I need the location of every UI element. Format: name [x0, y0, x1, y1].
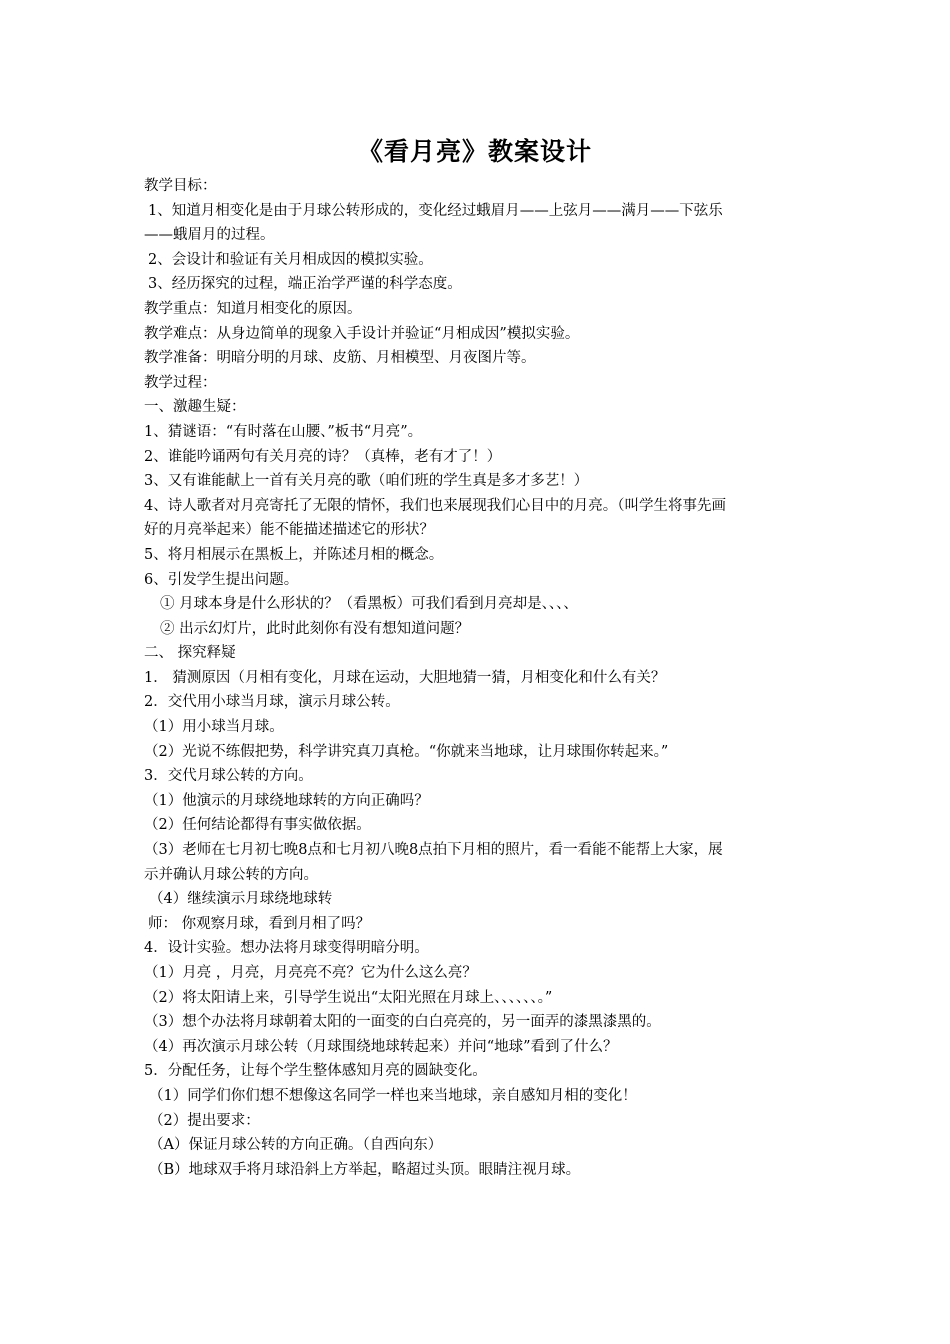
text-line: 3、经历探究的过程，端正治学严谨的科学态度。	[148, 276, 462, 293]
text-line: 3．交代月球公转的方向。	[144, 768, 313, 785]
document-body	[144, 174, 814, 1182]
text-line: ① 月球本身是什么形状的？（看黑板）可我们看到月亮却是、、、、	[160, 596, 578, 613]
text-line: 教学过程：	[144, 374, 217, 391]
text-line: 师： 你观察月球，看到月相了吗？	[148, 915, 371, 932]
text-line: （2）将太阳请上来，引导学生说出“太阳光照在月球上、、、、、、。”	[144, 989, 553, 1006]
text-line: （1）用小球当月球。	[144, 719, 284, 736]
text-line: 一、激趣生疑：	[144, 399, 246, 416]
text-line: 好的月亮举起来）能不能描述描述它的形状？	[144, 522, 434, 539]
text-line: （4）继续演示月球绕地球转	[149, 891, 333, 908]
text-line: （A）保证月球公转的方向正确。（自西向东）	[149, 1137, 443, 1154]
text-line: （4）再次演示月球公转（月球围绕地球转起来）并问“地球”看到了什么？	[144, 1038, 618, 1055]
text-line: （3）老师在七月初七晚8点和七月初八晚8点拍下月相的照片，看一看能不能帮上大家，展	[144, 842, 723, 859]
text-line: 1． 猜测原因（月相有变化，月球在运动，大胆地猜一猜，月相变化和什么有关？	[144, 669, 666, 686]
text-line: 2、谁能吟诵两句有关月亮的诗？（真棒，老有才了！）	[144, 448, 502, 465]
text-line: 示并确认月球公转的方向。	[144, 866, 318, 883]
text-line: （1）他演示的月球绕地球转的方向正确吗？	[144, 792, 429, 809]
text-line: 1、知道月相变化是由于月球公转形成的，变化经过蛾眉月——上弦月——满月——下弦乐	[148, 202, 723, 219]
text-line: （2）光说不练假把势，科学讲究真刀真枪。“你就来当地球，让月球围你转起来。”	[144, 743, 669, 760]
text-line: 2、会设计和验证有关月相成因的模拟实验。	[148, 251, 433, 268]
text-line: 教学难点：从身边简单的现象入手设计并验证“月相成因”模拟实验。	[144, 325, 580, 342]
text-line: 4、诗人歌者对月亮寄托了无限的情怀，我们也来展现我们心目中的月亮。（叫学生将事先画	[144, 497, 726, 514]
text-line: 二、 探究释疑	[144, 645, 236, 662]
text-line: （B）地球双手将月球沿斜上方举起，略超过头顶。眼睛注视月球。	[149, 1161, 581, 1178]
text-line: 教学准备：明暗分明的月球、皮筋、月相模型、月夜图片等。	[144, 350, 536, 367]
text-line: 教学重点：知道月相变化的原因。	[144, 300, 362, 317]
text-line: 5．分配任务，让每个学生整体感知月亮的圆缺变化。	[144, 1063, 487, 1080]
text-line: 5、将月相展示在黑板上，并陈述月相的概念。	[144, 546, 444, 563]
text-line: ——蛾眉月的过程。	[144, 227, 275, 244]
text-line: 6、引发学生提出问题。	[144, 571, 299, 588]
text-line: 3、又有谁能献上一首有关月亮的歌（咱们班的学生真是多才多艺！）	[144, 473, 589, 490]
text-line: 4．设计实验。想办法将月球变得明暗分明。	[144, 940, 429, 957]
document-title: 《看月亮》教案设计	[357, 137, 592, 166]
text-line: （2）任何结论都得有事实做依据。	[144, 817, 371, 834]
text-line: （2）提出要求：	[149, 1112, 260, 1129]
text-line: （1）月亮 ，月亮，月亮亮不亮？它为什么这么亮？	[144, 965, 477, 981]
text-line: 1、猜谜语：“有时落在山腰、”板书“月亮”。	[144, 423, 423, 440]
text-line: （3）想个办法将月球朝着太阳的一面变的白白亮亮的，另一面弄的漆黑漆黑的。	[144, 1014, 661, 1031]
text-line: 2．交代用小球当月球，演示月球公转。	[144, 694, 400, 711]
text-line: ② 出示幻灯片，此时此刻你有没有想知道问题？	[160, 620, 470, 637]
text-line: 教学目标：	[144, 178, 217, 194]
text-line: （1）同学们你们想不想像这名同学一样也来当地球，亲自感知月相的变化！	[149, 1087, 637, 1104]
